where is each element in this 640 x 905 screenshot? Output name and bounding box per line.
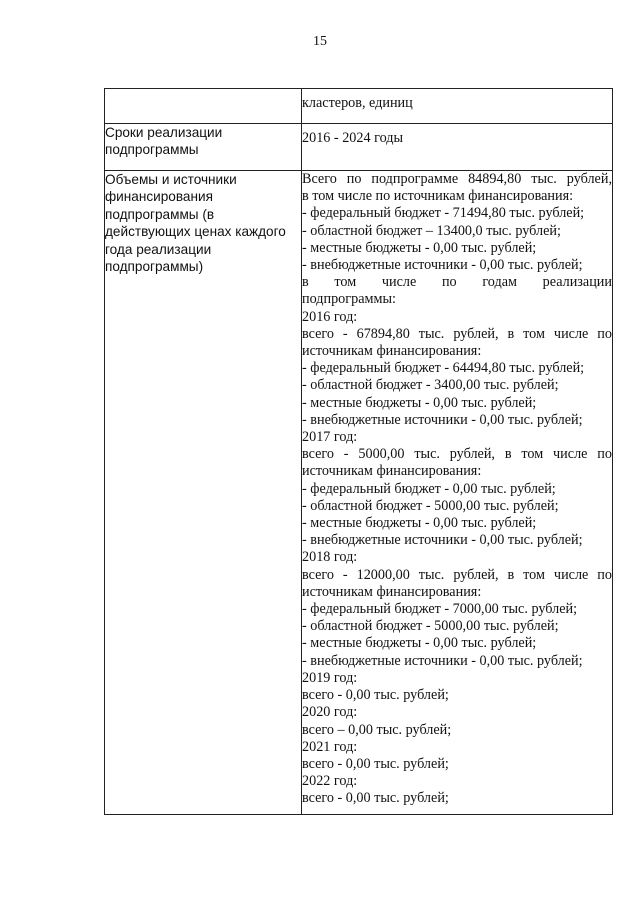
page-number: 15: [313, 34, 327, 49]
funding-line: - федеральный бюджет - 0,00 тыс. рублей;: [302, 480, 556, 497]
funding-line: - местные бюджеты - 0,00 тыс. рублей;: [302, 515, 537, 532]
label-line: Сроки реализации: [105, 125, 223, 140]
label-line: подпрограммы: [105, 142, 199, 158]
funding-line: - областной бюджет - 5000,00 тыс. рублей;: [302, 618, 559, 635]
funding-line: - областной бюджет - 3400,00 тыс. рублей;: [302, 377, 559, 394]
year-heading: 2020 год:: [302, 704, 358, 721]
funding-line: всего - 0,00 тыс. рублей;: [302, 755, 449, 772]
funding-line: всего - 67894,80 тыс. рублей, в том числе по: [302, 325, 612, 342]
year-heading: 2021 год:: [302, 738, 358, 755]
label-line: действующих ценах каждого: [105, 224, 286, 240]
funding-line: - местные бюджеты - 0,00 тыс. рублей;: [302, 239, 537, 256]
table-row: [105, 171, 613, 815]
funding-line: в том числе по источникам финансирования:: [302, 188, 574, 205]
row-value-cell: кластеров, единиц: [302, 89, 613, 124]
funding-line: - местные бюджеты - 0,00 тыс. рублей;: [302, 394, 537, 411]
funding-line: - федеральный бюджет - 7000,00 тыс. рублей;: [302, 601, 578, 618]
year-heading: 2022 год:: [302, 773, 358, 790]
funding-line: - внебюджетные источники - 0,00 тыс. рублей;: [302, 411, 583, 428]
table-row: [105, 124, 613, 171]
label-line: финансирования: [105, 189, 213, 205]
label-line: года реализации: [105, 241, 212, 257]
funding-line: - федеральный бюджет - 64494,80 тыс. рублей;: [302, 360, 585, 377]
funding-line: всего - 5000,00 тыс. рублей, в том числе по: [302, 446, 612, 463]
funding-line: источникам финансирования:: [302, 343, 482, 360]
funding-line: Всего по подпрограмме 84894,80 тыс. рублей,: [302, 171, 612, 187]
funding-line: всего - 12000,00 тыс. рублей, в том числе по: [302, 566, 612, 583]
funding-details-cell: [302, 171, 613, 815]
funding-line: - внебюджетные источники - 0,00 тыс. рублей;: [302, 652, 583, 669]
funding-line: - областной бюджет – 13400,0 тыс. рублей;: [302, 222, 561, 239]
funding-line: источникам финансирования:: [302, 463, 482, 480]
funding-line: - областной бюджет - 5000,00 тыс. рублей;: [302, 497, 559, 514]
table-row: [105, 89, 613, 124]
year-heading: 2019 год:: [302, 669, 358, 686]
funding-line: всего – 0,00 тыс. рублей;: [302, 721, 452, 738]
funding-line: - внебюджетные источники - 0,00 тыс. рублей;: [302, 257, 583, 274]
funding-line: всего - 0,00 тыс. рублей;: [302, 790, 449, 807]
label-line: подпрограммы): [105, 259, 204, 275]
funding-line: подпрограммы:: [302, 291, 396, 308]
year-heading: 2017 год:: [302, 429, 358, 446]
year-heading: 2018 год:: [302, 549, 358, 566]
row-label-cell: [105, 171, 302, 815]
funding-line: всего - 0,00 тыс. рублей;: [302, 687, 449, 704]
year-heading: 2016 год:: [302, 308, 358, 325]
subprogram-passport-table: [104, 88, 613, 815]
funding-line: - местные бюджеты - 0,00 тыс. рублей;: [302, 635, 537, 652]
funding-line: - федеральный бюджет - 71494,80 тыс. рублей;: [302, 205, 585, 222]
row-value-cell: 2016 - 2024 годы: [302, 124, 613, 171]
label-line: подпрограммы (в: [105, 206, 215, 222]
label-line: Объемы и источники: [105, 172, 237, 187]
funding-line: - внебюджетные источники - 0,00 тыс. рублей;: [302, 532, 583, 549]
row-label-cell: [105, 124, 302, 171]
funding-line: в том числе по годам реализации: [302, 274, 612, 291]
funding-line: источникам финансирования:: [302, 583, 482, 600]
row-label-cell: [105, 89, 302, 124]
